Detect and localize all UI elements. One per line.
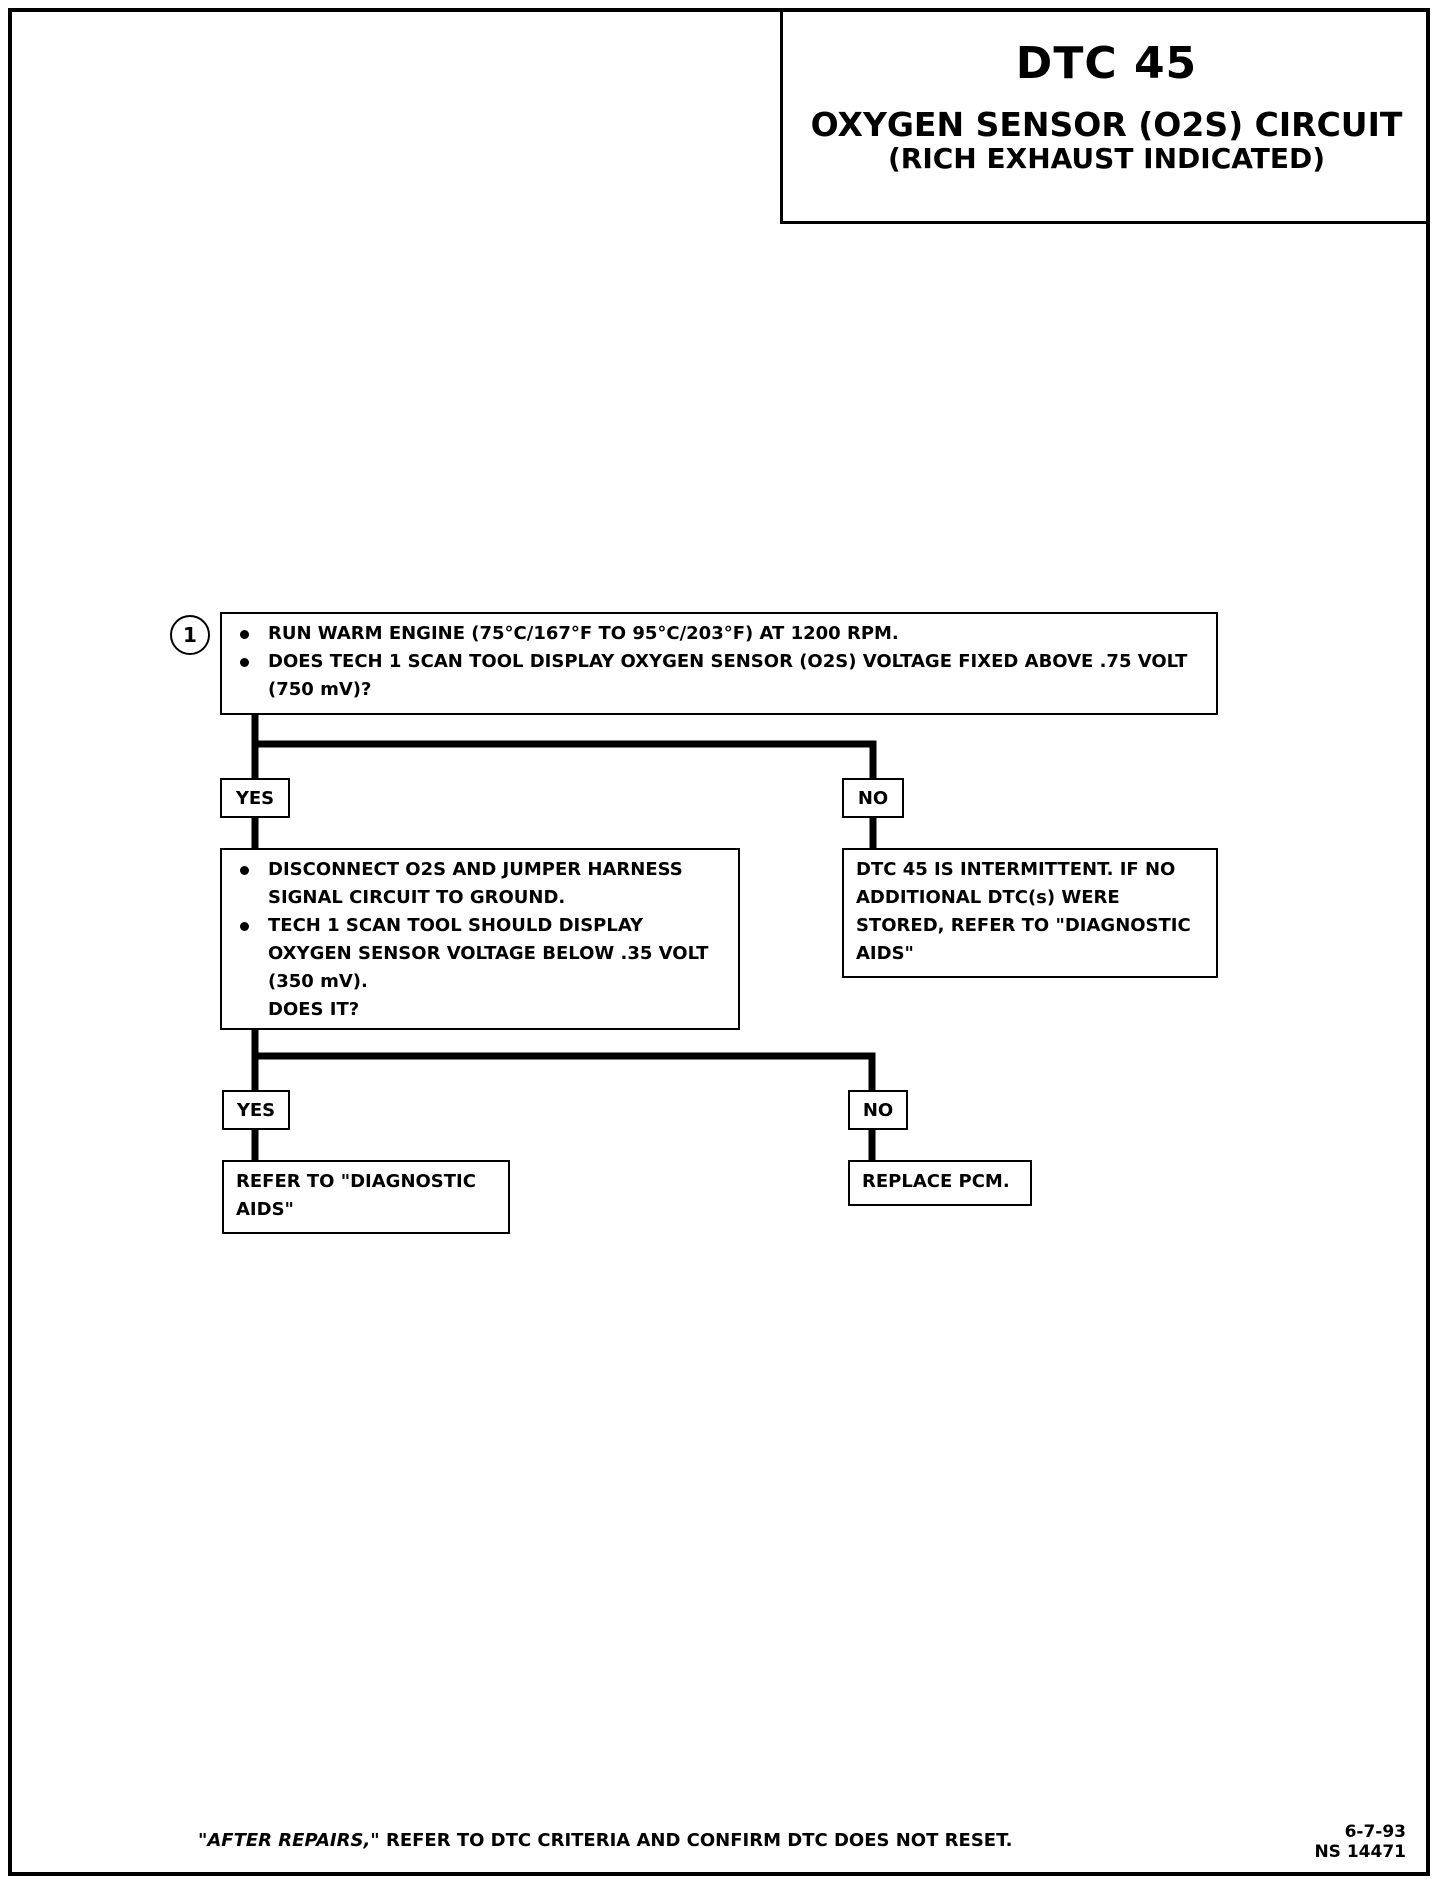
result-no-box bbox=[848, 1160, 1032, 1206]
circuit-condition: (RICH EXHAUST INDICATED) bbox=[887, 142, 1326, 175]
circuit-name: OXYGEN SENSOR (O2S) CIRCUIT bbox=[810, 105, 1403, 144]
result-no-text: REPLACE PCM. bbox=[862, 1171, 1010, 1192]
result-yes-text: REFER TO "DIAGNOSTIC AIDS" bbox=[236, 1171, 476, 1220]
after-repairs-text: "AFTER REPAIRS," bbox=[198, 1830, 380, 1851]
step2-bullet-1: DISCONNECT O2S AND JUMPER HARNESS SIGNAL CIRCUIT TO GROUND. bbox=[234, 856, 726, 912]
step2-question: DOES IT? bbox=[268, 999, 360, 1020]
footer-instruction: REFER TO DTC CRITERIA AND CONFIRM DTC DOES NOT RESET. bbox=[385, 1830, 1013, 1851]
result-yes-box bbox=[222, 1160, 510, 1234]
intermittent-box bbox=[842, 848, 1218, 978]
step1-bullet-1: RUN WARM ENGINE (75°C/167°F TO 95°C/203°F) AT 1200 RPM. bbox=[234, 620, 1204, 648]
footer-note bbox=[198, 1830, 1012, 1851]
document-reference bbox=[1314, 1822, 1406, 1862]
dtc-code: DTC 45 bbox=[1015, 38, 1198, 89]
step1-yes-label: YES bbox=[220, 778, 290, 818]
document-number: NS 14471 bbox=[1314, 1842, 1406, 1862]
intermittent-text: DTC 45 IS INTERMITTENT. IF NO ADDITIONAL DTC(s) WERE STORED, REFER TO "DIAGNOSTIC AIDS" bbox=[856, 859, 1191, 964]
step-number-badge: 1 bbox=[170, 615, 210, 655]
step2-box bbox=[220, 848, 740, 1030]
step1-bullet-2: DOES TECH 1 SCAN TOOL DISPLAY OXYGEN SENSOR (O2S) VOLTAGE FIXED ABOVE .75 VOLT (750 mV)? bbox=[234, 648, 1204, 704]
step1-no-label: NO bbox=[842, 778, 904, 818]
step2-no-label: NO bbox=[848, 1090, 908, 1130]
document-date: 6-7-93 bbox=[1344, 1822, 1406, 1842]
step1-box bbox=[220, 612, 1218, 715]
step2-bullet-2: TECH 1 SCAN TOOL SHOULD DISPLAY OXYGEN SENSOR VOLTAGE BELOW .35 VOLT (350 mV). bbox=[234, 912, 726, 996]
step2-yes-label: YES bbox=[222, 1090, 290, 1130]
